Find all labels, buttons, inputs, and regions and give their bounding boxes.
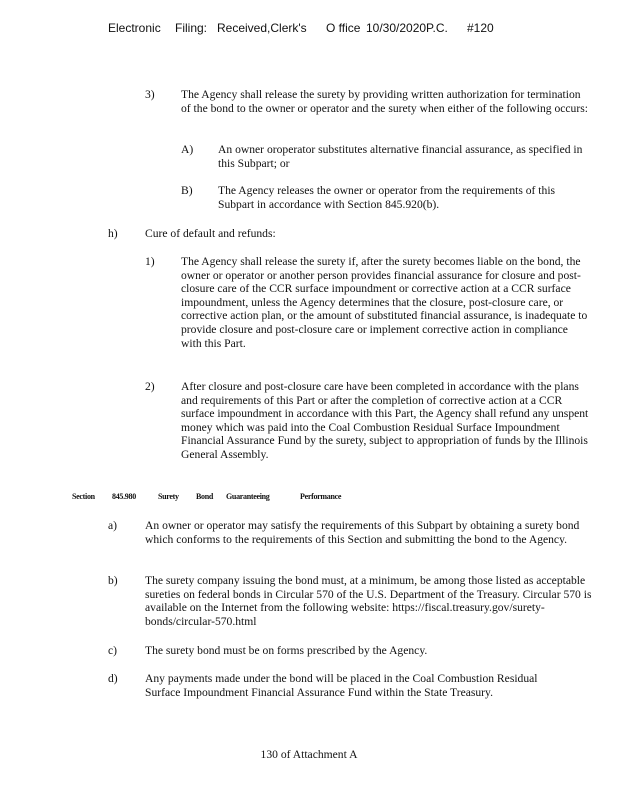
item-text-g3B: The Agency releases the owner or operator from the requirements of this Subpart in accordance with Section 845.920(b). [218,184,556,211]
item-text-g3A: An owner oroperator substitutes alternative financial assurance, as specified in this Subpart; or [218,143,583,170]
item-text-h2: After closure and post-closure care have been completed in accordance with the plans and requirements of this Part or after the completion of corrective action at a CCR surface impoundment in accordance with this Part, the Agency shall refund any unspent money which was paid into the Coal Combustion Residual Surface Impoundment Financial Assurance Fund by the surety, subject to appropriation of funds by the Illinois General Assembly. [181,380,589,461]
item-label-g3B: B) [181,184,193,197]
item-label-h2: 2) [145,380,155,393]
item-label-h: h) [108,227,118,240]
item-text-d: Any payments made under the bond will be placed in the Coal Combustion Residual Surface Impoundment Financial Assurance Fund within the State Treasury. [145,672,538,699]
item-text-h: Cure of default and refunds: [145,227,276,240]
header-office: O ffice [326,21,361,35]
section-number: 845.980 [112,492,136,501]
section-title-guaranteeing: Guaranteeing [226,492,270,501]
section-word: Section [72,492,95,501]
header-filing: Filing: [175,21,208,35]
item-text-h1: The Agency shall release the surety if, after the surety becomes liable on the bond, the owner or operator or another person provides financial assurance for closure and post-closure care of the CCR surface impoundment or corrective action at a CCR surface impoundment, unless the Agency determines that the closure, post-closure care, or corrective action plan, or the amount of substituted financial assurance, is inadequate to provide closure and post-closure care or implement corrective action in compliance with this Part. [181,255,588,350]
item-label-g3: 3) [145,88,155,101]
header-electronic: Electronic [108,21,161,35]
item-label-a: a) [108,519,118,532]
section-title-surety: Surety [158,492,179,501]
page-footer: 130 of Attachment A [260,748,358,761]
item-label-g3A: A) [181,143,194,156]
item-text-b: The surety company issuing the bond must, at a minimum, be among those listed as acceptable sureties on federal bonds in Circular 570 of the U.S. Department of the Treasury. Circular 570 is available on the Internet from the following website: https://fiscal.treasury.gov/surety-bonds/circular-570.html [145,574,592,628]
item-label-h1: 1) [145,255,155,268]
header-date: 10/30/2020P.C. [366,21,448,35]
item-label-d: d) [108,672,118,685]
section-title-performance: Performance [300,492,342,501]
item-label-b: b) [108,574,118,587]
item-label-c: c) [108,644,118,657]
header-number: #120 [467,21,494,35]
header-received: Received,Clerk's [217,21,307,35]
item-text-c: The surety bond must be on forms prescribed by the Agency. [145,644,428,657]
item-text-a: An owner or operator may satisfy the requirements of this Subpart by obtaining a surety bond which conforms to the requirements of this Section and submitting the bond to the Agency. [145,519,580,546]
item-text-g3: The Agency shall release the surety by providing written authorization for termination of the bond to the owner or operator and the surety when either of the following occurs: [181,88,588,115]
section-title-bond: Bond [196,492,214,501]
